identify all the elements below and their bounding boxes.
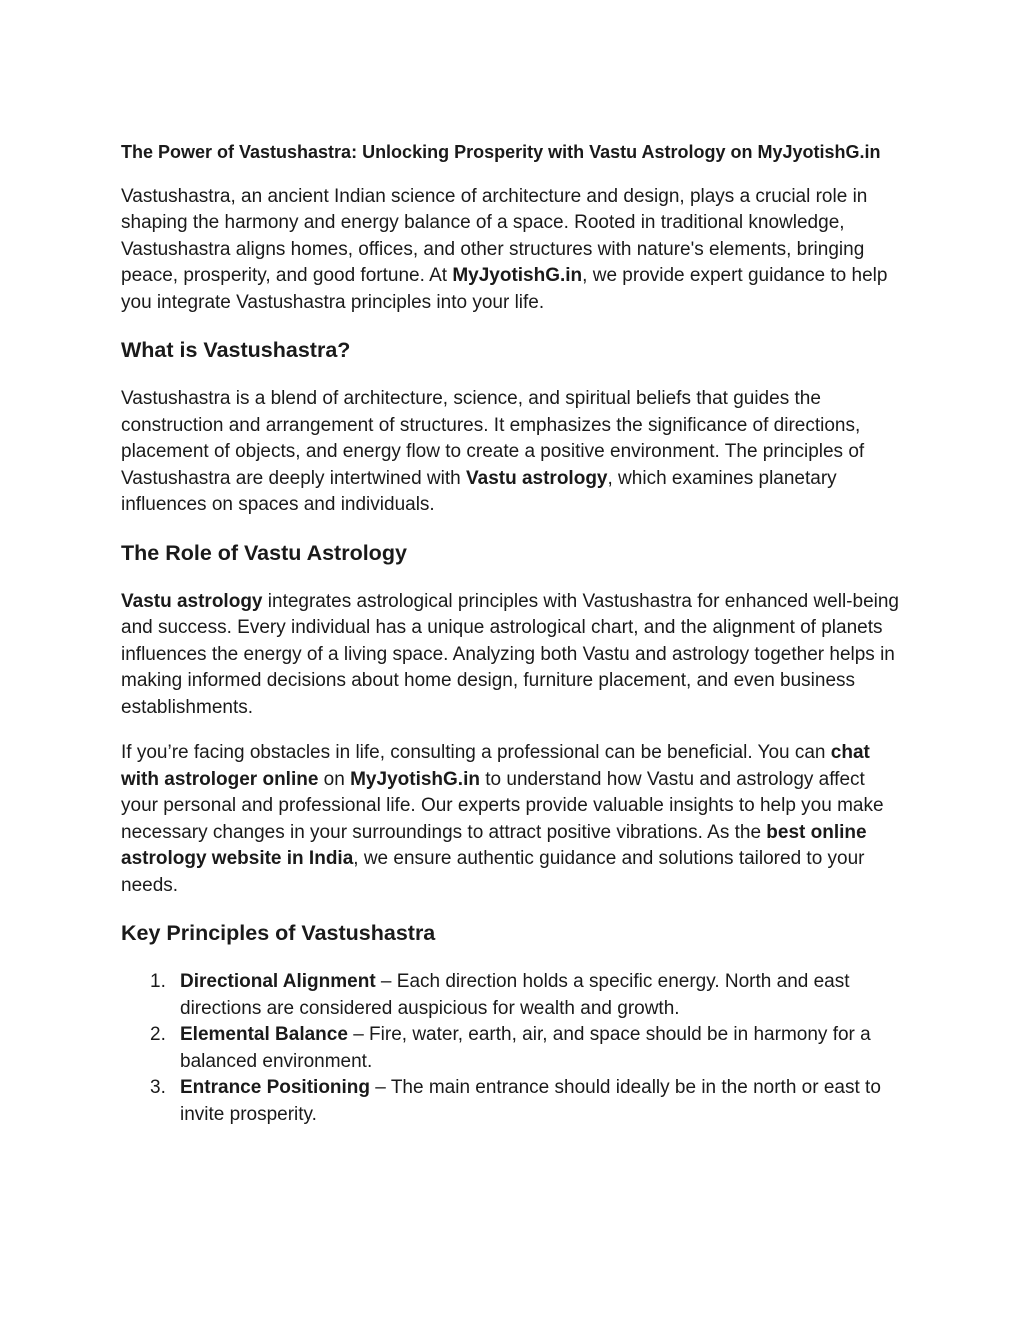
list-item-number: 2. [150, 1024, 166, 1045]
intro-paragraph [121, 184, 906, 317]
document-page [121, 139, 906, 1128]
section2-p1-text: integrates astrological principles with Vastushastra for enhanced well-being and success. Every individual has a unique astrological chart, and the alignment of planets influences the energy of a living space. Analyzing both Vastu and astrology together helps in making informed decisions about home design, furniture placement, and even business establishments. [121, 590, 899, 718]
section2-paragraph-2 [121, 740, 906, 899]
section2-p2-text-1: If you’re facing obstacles in life, consulting a professional can be beneficial. You can [121, 742, 831, 763]
list-item-number: 1. [150, 971, 166, 992]
section-heading-what-is-vastushastra: What is Vastushastra? [121, 338, 351, 362]
list-item [121, 969, 906, 1022]
section2-bold-site: MyJyotishG.in [350, 768, 480, 790]
list-item-text: – The main entrance should ideally be in the north or east to invite prosperity. [180, 1077, 881, 1125]
section2-p2-text-3: to understand how Vastu and astrology affect your personal and professional life. Our experts provide valuable insights to help you make necessary changes in your surroundings to attract positive vibrations. As the [121, 768, 884, 843]
list-item-number: 3. [150, 1077, 166, 1098]
section1-bold-vastu-astrology: Vastu astrology [466, 467, 608, 489]
list-item-bold: Entrance Positioning [180, 1077, 371, 1098]
list-item-bold: Elemental Balance [180, 1024, 348, 1045]
section2-paragraph-1 [121, 589, 906, 722]
section2-p2-text-4: , we ensure authentic guidance and solutions tailored to your needs. [121, 848, 865, 896]
document-title: The Power of Vastushastra: Unlocking Prosperity with Vastu Astrology on MyJyotishG.in [121, 142, 881, 162]
section2-bold-vastu-astrology: Vastu astrology [121, 590, 263, 612]
list-item-text: – Each direction holds a specific energy. North and east directions are considered auspicious for wealth and growth. [180, 971, 850, 1019]
section2-p2-text-2: on [318, 768, 351, 790]
section2-bold-chat-astrologer: chat with astrologer online [121, 742, 870, 790]
list-item-bold: Directional Alignment [180, 971, 376, 992]
list-item [121, 1075, 906, 1128]
intro-text-2: , we provide expert guidance to help you integrate Vastushastra principles into your life. [121, 265, 888, 313]
section-heading-key-principles: Key Principles of Vastushastra [121, 921, 436, 945]
section-heading-role-of-vastu-astrology: The Role of Vastu Astrology [121, 540, 407, 565]
intro-text-1: Vastushastra, an ancient Indian science of architecture and design, plays a crucial role in shaping the harmony and energy balance of a space. Rooted in traditional knowledge, Vastushastra aligns homes, offices, and other structures with nature's elements, bringing peace, prosperity, and good fortune. At [121, 185, 868, 286]
section2-bold-best-website: best online astrology website in India [121, 821, 867, 869]
intro-bold-site: MyJyotishG.in [452, 265, 583, 286]
section1-text-1: Vastushastra is a blend of architecture, science, and spiritual beliefs that guides the construction and arrangement of structures. It emphasizes the significance of directions, placement of objects, and energy flow to create a positive environment. The principles of Vastushastra are deeply intertwined with [121, 388, 865, 489]
principles-list [121, 969, 906, 1128]
list-item [121, 1022, 906, 1075]
section1-text-2: , which examines planetary influences on spaces and individuals. [121, 467, 837, 515]
list-item-text: – Fire, water, earth, air, and space should be in harmony for a balanced environment. [180, 1024, 871, 1072]
section1-paragraph [121, 386, 906, 519]
